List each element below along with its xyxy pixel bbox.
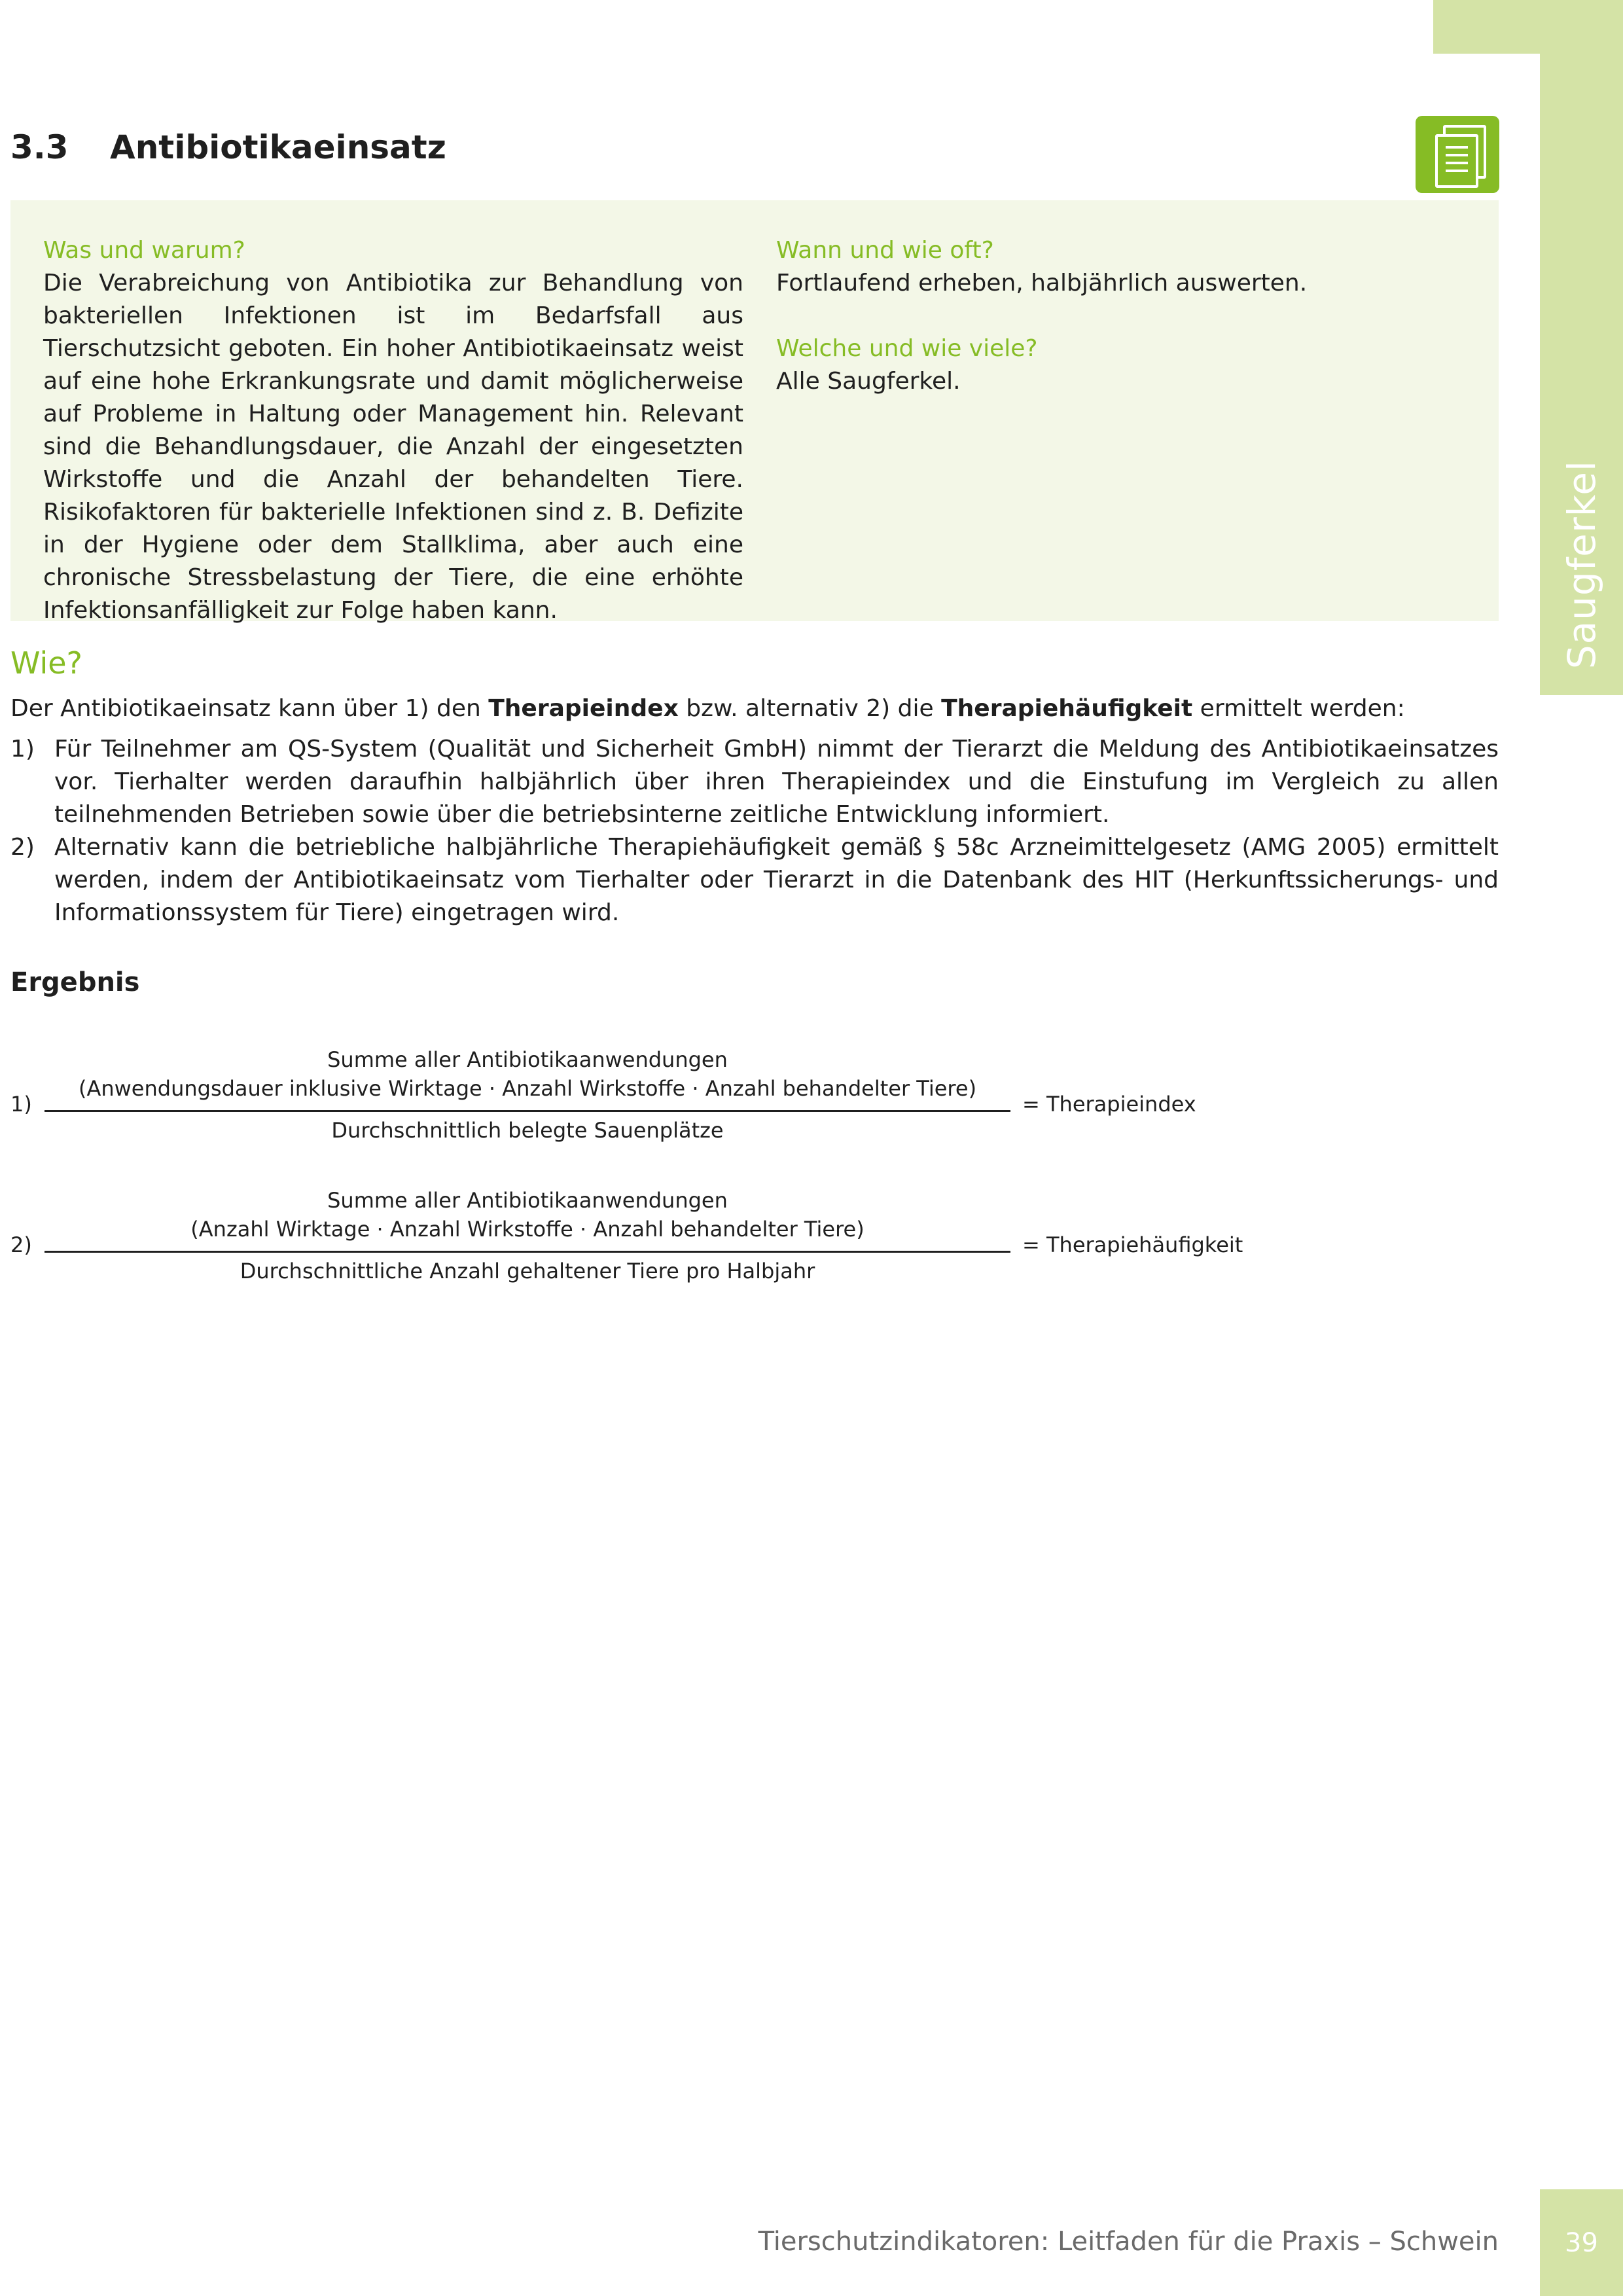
info-box — [10, 200, 1499, 624]
formula-numerator-line-2: (Anzahl Wirktage · Anzahl Wirkstoffe · Anzahl behandelter Tiere) — [190, 1217, 865, 1242]
fraction-line — [45, 1251, 1010, 1253]
formula-numerator-line-1: Summe aller Antibiotikaanwendungen — [327, 1047, 728, 1072]
formula-result: = Therapiehäufigkeit — [1022, 1232, 1243, 1257]
document-icon-line — [1446, 170, 1468, 172]
info-box-left-column — [43, 234, 743, 627]
wie-intro-bold-therapiehaeufigkeit: Therapiehäufigkeit — [941, 695, 1193, 722]
list-item-number: 2) — [10, 834, 35, 861]
document-icon-line — [1446, 154, 1468, 156]
section-heading — [10, 128, 446, 166]
wie-intro-part: ermittelt werden: — [1192, 695, 1405, 722]
document-icon-line — [1446, 146, 1468, 149]
side-tab-label-wrap — [1540, 54, 1623, 669]
formula-numerator-line-2: (Anwendungsdauer inklusive Wirktage · Anzahl Wirkstoffe · Anzahl behandelter Tiere) — [78, 1076, 977, 1101]
document-icon-line — [1446, 162, 1468, 164]
page-number: 39 — [1540, 2189, 1623, 2296]
side-tab-top — [1433, 0, 1623, 54]
welche-und-wie-viele-heading: Welche und wie viele? — [776, 335, 1038, 362]
list-item — [10, 831, 1499, 929]
wie-list — [10, 733, 1499, 929]
section-number: 3.3 — [10, 128, 69, 166]
was-und-warum-heading: Was und warum? — [43, 237, 245, 264]
wie-intro-part: Der Antibiotikaeinsatz kann über 1) den — [10, 695, 489, 722]
formula-numerator-line-1: Summe aller Antibiotikaanwendungen — [327, 1188, 728, 1213]
formula-denominator: Durchschnittliche Anzahl gehaltener Tiere pro Halbjahr — [240, 1259, 815, 1283]
document-icon — [1416, 116, 1499, 193]
formula-index: 2) — [10, 1232, 32, 1257]
fraction-line — [45, 1110, 1010, 1112]
wie-intro-part: bzw. alternativ 2) die — [678, 695, 942, 722]
was-und-warum-text: Die Verabreichung von Antibiotika zur Behandlung von bakteriellen Infektionen ist im Bedarfsfall aus Tierschutzsicht geboten. Ein hoher Antibiotikaeinsatz weist auf eine hohe Erkrankungsrate und damit möglicherweise auf Probleme in Haltung oder Management hin. Relevant sind die Behandlungsdauer, die Anzahl der eingesetzten Wirkstoffe und die Anzahl der behandelten Tiere. Risikofaktoren für bakterielle Infektionen sind z. B. Defizite in der Hygiene oder dem Stallklima, aber auch eine chronische Stressbelastung der Tiere, die eine erhöhte Infektionsanfälligkeit zur Folge haben kann. — [43, 270, 743, 624]
list-item-text: Alternativ kann die betriebliche halbjährliche Therapiehäufigkeit gemäß § 58c Arzneimittelgesetz (AMG 2005) ermittelt werden, indem der Antibiotikaeinsatz vom Tierhalter oder Tierarzt in die Datenbank des HIT (Herkunftssicherungs- und Informationssystem für Tiere) eingetragen wird. — [54, 834, 1499, 926]
list-item — [10, 733, 1499, 831]
wie-intro — [10, 692, 1405, 725]
wie-heading: Wie? — [10, 645, 82, 681]
section-title: Antibiotikaeinsatz — [110, 128, 446, 166]
formula-denominator: Durchschnittlich belegte Sauenplätze — [331, 1118, 724, 1143]
wann-und-wie-oft-text: Fortlaufend erheben, halbjährlich auswerten. — [776, 270, 1308, 296]
list-item-text: Für Teilnehmer am QS-System (Qualität und Sicherheit GmbH) nimmt der Tierarzt die Meldung des Antibiotikaeinsatzes vor. Tierhalter werden daraufhin halbjährlich über ihren Therapieindex und die Einstufung im Vergleich zu allen teilnehmenden Betrieben sowie über die betriebsinterne zeitliche Entwicklung informiert. — [54, 736, 1499, 828]
formula-result: = Therapieindex — [1022, 1092, 1196, 1117]
wie-intro-bold-therapieindex: Therapieindex — [488, 695, 679, 722]
footer-text: Tierschutzindikatoren: Leitfaden für die Praxis – Schwein — [758, 2227, 1499, 2257]
formula-index: 1) — [10, 1092, 32, 1117]
info-box-right-column — [776, 234, 1463, 398]
ergebnis-heading: Ergebnis — [10, 967, 140, 997]
list-item-number: 1) — [10, 736, 35, 762]
document-icon-front-sheet — [1435, 134, 1478, 188]
welche-und-wie-viele-text: Alle Saugferkel. — [776, 368, 961, 395]
side-tab-label: Saugferkel — [1559, 459, 1604, 669]
wann-und-wie-oft-heading: Wann und wie oft? — [776, 237, 994, 264]
